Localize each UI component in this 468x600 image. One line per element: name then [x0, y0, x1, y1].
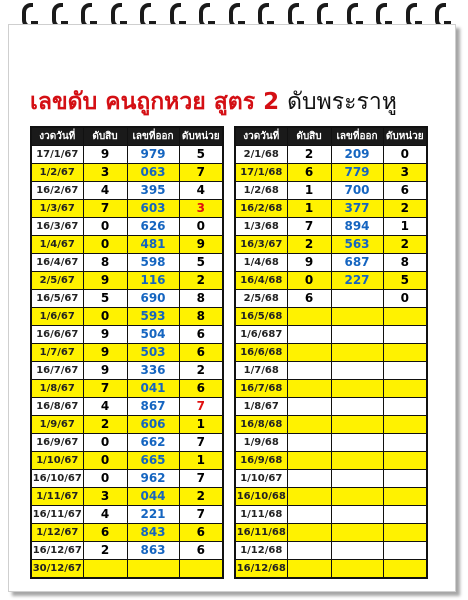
table-row [235, 254, 427, 272]
date-cell: 16/7/68 [235, 380, 287, 398]
results-table-right [234, 126, 428, 579]
units-cell [383, 434, 427, 452]
units-cell: 0 [179, 218, 223, 236]
results-table-left [30, 126, 224, 579]
date-cell: 30/12/67 [31, 560, 83, 579]
number-cell: 377 [331, 200, 383, 218]
table-row [31, 362, 223, 380]
units-cell [383, 488, 427, 506]
units-cell: 1 [383, 218, 427, 236]
number-cell [331, 452, 383, 470]
table-row [235, 452, 427, 470]
tens-cell: 0 [83, 308, 127, 326]
table-row [235, 182, 427, 200]
units-cell [383, 452, 427, 470]
tens-cell: 9 [83, 146, 127, 164]
number-cell [331, 398, 383, 416]
units-cell [383, 470, 427, 488]
header-units: ดับหน่วย [383, 127, 427, 146]
date-cell: 1/10/67 [31, 452, 83, 470]
number-cell [331, 290, 383, 308]
tens-cell: 2 [83, 542, 127, 560]
date-cell: 16/2/67 [31, 182, 83, 200]
date-cell: 16/7/67 [31, 362, 83, 380]
units-cell: 2 [383, 200, 427, 218]
date-cell: 2/5/67 [31, 272, 83, 290]
table-row [31, 254, 223, 272]
tens-cell: 7 [287, 218, 331, 236]
table-row [31, 524, 223, 542]
table-row [235, 524, 427, 542]
number-cell: 221 [127, 506, 179, 524]
units-cell: 7 [179, 470, 223, 488]
units-cell: 5 [383, 272, 427, 290]
tens-cell [287, 560, 331, 579]
header-number: เลขที่ออก [331, 127, 383, 146]
number-cell [331, 362, 383, 380]
units-cell: 1 [179, 452, 223, 470]
header-date: งวดวันที่ [235, 127, 287, 146]
date-cell: 16/5/67 [31, 290, 83, 308]
date-cell: 1/11/67 [31, 488, 83, 506]
date-cell: 1/8/67 [31, 380, 83, 398]
number-cell: 867 [127, 398, 179, 416]
table-row [31, 272, 223, 290]
table-row [31, 560, 223, 579]
number-cell: 665 [127, 452, 179, 470]
date-cell: 16/4/67 [31, 254, 83, 272]
date-cell: 1/3/67 [31, 200, 83, 218]
date-cell: 1/6/67 [31, 308, 83, 326]
units-cell [383, 542, 427, 560]
tens-cell [287, 362, 331, 380]
units-cell [383, 524, 427, 542]
tens-cell: 5 [83, 290, 127, 308]
table-row [235, 362, 427, 380]
units-cell: 6 [179, 542, 223, 560]
tens-cell: 9 [83, 326, 127, 344]
table-row [235, 470, 427, 488]
date-cell: 1/8/67 [235, 398, 287, 416]
date-cell: 16/9/68 [235, 452, 287, 470]
table-row [235, 200, 427, 218]
table-row [31, 452, 223, 470]
table-row [31, 290, 223, 308]
table-row [235, 164, 427, 182]
table-row [235, 308, 427, 326]
tens-cell [287, 326, 331, 344]
tens-cell: 9 [287, 254, 331, 272]
units-cell: 2 [179, 362, 223, 380]
date-cell: 1/12/68 [235, 542, 287, 560]
table-row [235, 218, 427, 236]
number-cell: 603 [127, 200, 179, 218]
tens-cell: 6 [83, 524, 127, 542]
units-cell: 3 [179, 200, 223, 218]
units-cell: 7 [179, 164, 223, 182]
units-cell: 5 [179, 254, 223, 272]
table-row [31, 236, 223, 254]
tens-cell [287, 344, 331, 362]
number-cell: 041 [127, 380, 179, 398]
tens-cell: 2 [83, 416, 127, 434]
table-row [31, 380, 223, 398]
date-cell: 1/10/67 [235, 470, 287, 488]
tens-cell: 4 [83, 398, 127, 416]
date-cell: 16/3/67 [31, 218, 83, 236]
table-row [31, 416, 223, 434]
number-cell: 626 [127, 218, 179, 236]
header-tens: ดับสิบ [287, 127, 331, 146]
units-cell: 7 [179, 434, 223, 452]
title-sub: ดับพระราหู [287, 89, 397, 115]
date-cell: 16/6/68 [235, 344, 287, 362]
date-cell: 16/2/68 [235, 200, 287, 218]
tens-cell: 0 [83, 470, 127, 488]
table-row [235, 146, 427, 164]
units-cell [179, 560, 223, 579]
table-row [31, 398, 223, 416]
date-cell: 16/8/68 [235, 416, 287, 434]
tens-cell [287, 380, 331, 398]
tens-cell: 2 [287, 236, 331, 254]
date-cell: 1/9/68 [235, 434, 287, 452]
tens-cell: 4 [83, 182, 127, 200]
number-cell: 700 [331, 182, 383, 200]
number-cell: 563 [331, 236, 383, 254]
number-cell: 503 [127, 344, 179, 362]
tens-cell [287, 416, 331, 434]
tens-cell: 9 [83, 362, 127, 380]
number-cell: 863 [127, 542, 179, 560]
table-row [235, 488, 427, 506]
date-cell: 16/5/68 [235, 308, 287, 326]
number-cell [331, 524, 383, 542]
date-cell: 16/9/67 [31, 434, 83, 452]
tens-cell [287, 452, 331, 470]
number-cell [331, 470, 383, 488]
tens-cell [287, 470, 331, 488]
tens-cell [287, 434, 331, 452]
tens-cell: 7 [83, 200, 127, 218]
units-cell: 3 [383, 164, 427, 182]
table-row [235, 560, 427, 579]
table-row [31, 542, 223, 560]
tens-cell: 0 [83, 434, 127, 452]
units-cell: 6 [179, 344, 223, 362]
number-cell: 894 [331, 218, 383, 236]
tens-cell: 7 [83, 380, 127, 398]
number-cell: 979 [127, 146, 179, 164]
date-cell: 17/1/68 [235, 164, 287, 182]
number-cell [331, 380, 383, 398]
date-cell: 16/10/68 [235, 488, 287, 506]
units-cell: 0 [383, 290, 427, 308]
date-cell: 1/7/68 [235, 362, 287, 380]
date-cell: 1/11/68 [235, 506, 287, 524]
table-row [235, 434, 427, 452]
number-cell [331, 434, 383, 452]
number-cell: 481 [127, 236, 179, 254]
units-cell: 5 [179, 146, 223, 164]
date-cell: 2/1/68 [235, 146, 287, 164]
units-cell: 6 [179, 326, 223, 344]
table-row [31, 218, 223, 236]
units-cell: 7 [179, 398, 223, 416]
number-cell [331, 560, 383, 579]
number-cell [331, 542, 383, 560]
tens-cell [287, 542, 331, 560]
date-cell: 16/12/67 [31, 542, 83, 560]
tens-cell: 8 [83, 254, 127, 272]
units-cell [383, 380, 427, 398]
units-cell [383, 362, 427, 380]
date-cell: 1/4/67 [31, 236, 83, 254]
table-row [31, 506, 223, 524]
units-cell: 2 [179, 272, 223, 290]
table-row [235, 398, 427, 416]
tens-cell [287, 524, 331, 542]
number-cell [331, 488, 383, 506]
number-cell: 843 [127, 524, 179, 542]
number-cell [331, 326, 383, 344]
table-row [235, 416, 427, 434]
number-cell [331, 308, 383, 326]
number-cell [331, 416, 383, 434]
tens-cell: 0 [83, 452, 127, 470]
table-row [235, 506, 427, 524]
date-cell: 1/2/67 [31, 164, 83, 182]
date-cell: 16/11/68 [235, 524, 287, 542]
table-row [31, 146, 223, 164]
number-cell: 662 [127, 434, 179, 452]
table-row [31, 488, 223, 506]
date-cell: 16/12/68 [235, 560, 287, 579]
units-cell: 8 [179, 290, 223, 308]
units-cell [383, 398, 427, 416]
tens-cell: 9 [83, 272, 127, 290]
table-row [235, 290, 427, 308]
number-cell: 395 [127, 182, 179, 200]
date-cell: 1/4/68 [235, 254, 287, 272]
tens-cell [287, 398, 331, 416]
date-cell: 1/9/67 [31, 416, 83, 434]
title-main: เลขดับ คนถูกหวย สูตร 2 [30, 89, 280, 115]
date-cell: 16/10/67 [31, 470, 83, 488]
number-cell: 116 [127, 272, 179, 290]
tens-cell: 2 [287, 146, 331, 164]
date-cell: 1/6/687 [235, 326, 287, 344]
table-row [235, 236, 427, 254]
tens-cell: 0 [287, 272, 331, 290]
units-cell: 6 [179, 380, 223, 398]
number-cell [331, 506, 383, 524]
units-cell: 6 [383, 182, 427, 200]
date-cell: 17/1/67 [31, 146, 83, 164]
tens-cell [287, 488, 331, 506]
tens-cell: 3 [83, 488, 127, 506]
units-cell [383, 416, 427, 434]
header-date: งวดวันที่ [31, 127, 83, 146]
units-cell: 2 [179, 488, 223, 506]
table-row [31, 344, 223, 362]
units-cell [383, 506, 427, 524]
table-row [235, 344, 427, 362]
number-cell: 598 [127, 254, 179, 272]
table-row [31, 308, 223, 326]
table-row [31, 182, 223, 200]
date-cell: 1/12/67 [31, 524, 83, 542]
header-tens: ดับสิบ [83, 127, 127, 146]
units-cell: 8 [383, 254, 427, 272]
date-cell: 16/11/67 [31, 506, 83, 524]
table-row [235, 272, 427, 290]
tens-cell [287, 308, 331, 326]
units-cell [383, 344, 427, 362]
date-cell: 2/5/68 [235, 290, 287, 308]
tens-cell: 3 [83, 164, 127, 182]
table-row [31, 200, 223, 218]
header-number: เลขที่ออก [127, 127, 179, 146]
number-cell: 687 [331, 254, 383, 272]
number-cell [331, 344, 383, 362]
number-cell: 504 [127, 326, 179, 344]
tens-cell: 6 [287, 290, 331, 308]
date-cell: 1/3/68 [235, 218, 287, 236]
date-cell: 16/3/67 [235, 236, 287, 254]
number-cell: 227 [331, 272, 383, 290]
table-row [235, 326, 427, 344]
tens-cell: 4 [83, 506, 127, 524]
tens-cell: 0 [83, 218, 127, 236]
header-units: ดับหน่วย [179, 127, 223, 146]
tens-cell: 0 [83, 236, 127, 254]
number-cell: 336 [127, 362, 179, 380]
units-cell: 0 [383, 146, 427, 164]
number-cell: 063 [127, 164, 179, 182]
units-cell [383, 326, 427, 344]
date-cell: 16/8/67 [31, 398, 83, 416]
number-cell: 962 [127, 470, 179, 488]
date-cell: 1/2/68 [235, 182, 287, 200]
number-cell: 690 [127, 290, 179, 308]
tens-cell: 6 [287, 164, 331, 182]
number-cell [127, 560, 179, 579]
tens-cell: 1 [287, 200, 331, 218]
units-cell: 2 [383, 236, 427, 254]
units-cell: 9 [179, 236, 223, 254]
table-row [235, 380, 427, 398]
number-cell: 593 [127, 308, 179, 326]
table-row [31, 470, 223, 488]
number-cell: 606 [127, 416, 179, 434]
tens-cell: 9 [83, 344, 127, 362]
units-cell: 8 [179, 308, 223, 326]
table-row [31, 434, 223, 452]
units-cell: 1 [179, 416, 223, 434]
units-cell [383, 308, 427, 326]
units-cell: 6 [179, 524, 223, 542]
units-cell: 7 [179, 506, 223, 524]
units-cell [383, 560, 427, 579]
table-row [235, 542, 427, 560]
table-row [31, 164, 223, 182]
date-cell: 1/7/67 [31, 344, 83, 362]
table-row [31, 326, 223, 344]
date-cell: 16/6/67 [31, 326, 83, 344]
page-title [30, 84, 397, 120]
units-cell: 4 [179, 182, 223, 200]
tens-cell: 1 [287, 182, 331, 200]
number-cell: 209 [331, 146, 383, 164]
date-cell: 16/4/68 [235, 272, 287, 290]
number-cell: 779 [331, 164, 383, 182]
tens-cell [287, 506, 331, 524]
number-cell: 044 [127, 488, 179, 506]
tens-cell [83, 560, 127, 579]
